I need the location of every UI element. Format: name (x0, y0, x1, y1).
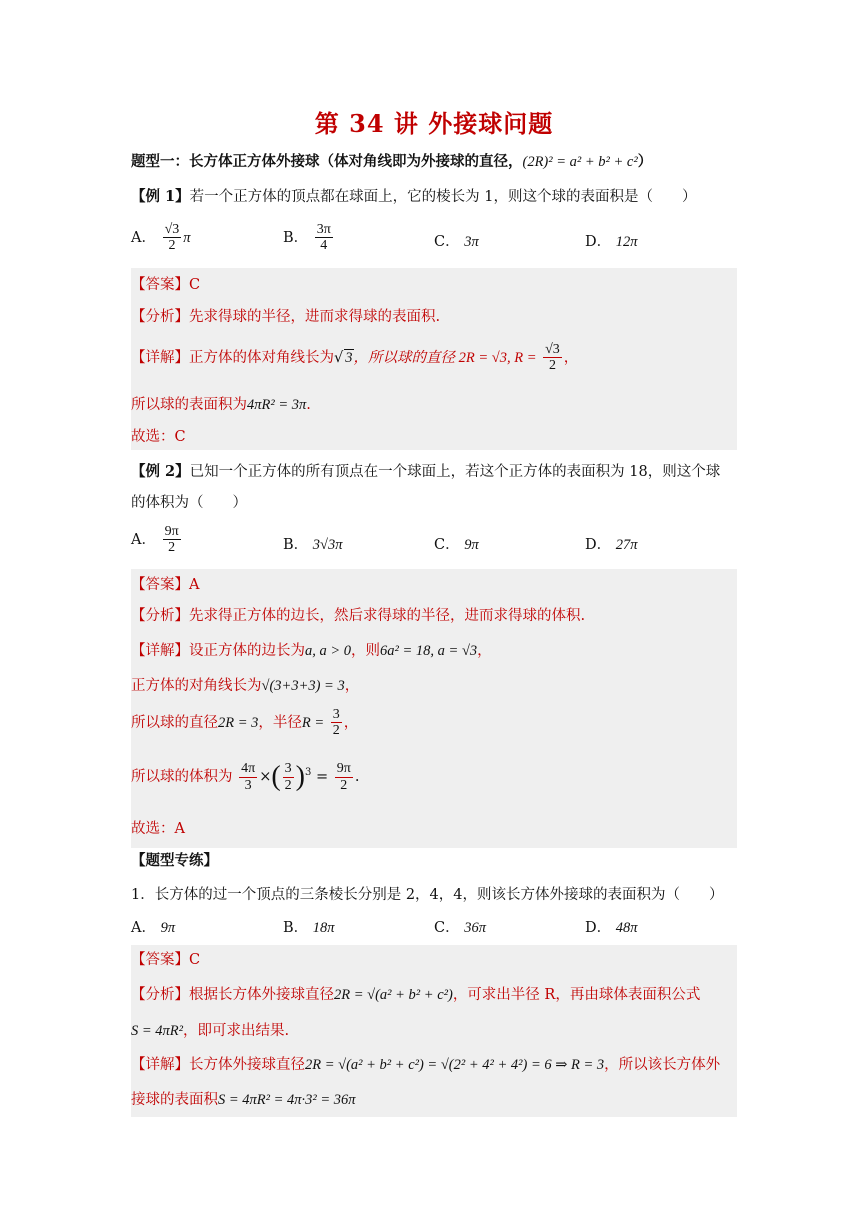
detail-math: S = 4πR² = 4π·3² = 36π (218, 1092, 356, 1108)
option-label: C． (434, 537, 460, 553)
fraction-numerator: 3π (316, 222, 331, 237)
practice-option-c (434, 916, 486, 937)
option-value: 18π (312, 920, 335, 936)
option-value: 48π (615, 920, 638, 936)
detail-sqrt: 3 (345, 349, 353, 366)
detail-text: 【详解】设正方体的边长为 (131, 643, 305, 659)
example2-question-line2: 的体积为（ ） (131, 495, 247, 511)
detail-fraction (331, 707, 342, 739)
example2-label: 【例 2】 (131, 463, 190, 480)
example1-question (131, 185, 696, 206)
option-label: C． (434, 920, 460, 936)
fraction-numerator: √3 (164, 222, 180, 237)
detail-math: 2R = 3 (218, 714, 259, 731)
type1-heading-suffix: ） (637, 153, 653, 170)
detail-text: 接球的表面积 (131, 1092, 218, 1108)
detail-fraction (335, 761, 353, 793)
option-value: 9π (160, 920, 176, 936)
detail-text: 正方体的对角线长为 (131, 678, 262, 694)
detail-fraction (239, 761, 257, 793)
example2-question-text: 已知一个正方体的所有顶点在一个球面上，若这个正方体的表面积为 18，则这个球 (189, 464, 721, 480)
analysis-math: S = 4πR² (131, 1023, 184, 1039)
option-value: 12π (615, 234, 638, 250)
example2-detail-line3 (131, 707, 358, 739)
practice-option-b (283, 916, 335, 937)
fraction-denominator: 2 (168, 238, 176, 254)
analysis-text: ，即可求出结果. (183, 1023, 290, 1039)
detail-text: 所以球的直径 (131, 714, 218, 731)
option-value: 3√3π (312, 537, 343, 553)
practice-option-a (131, 916, 175, 937)
fraction-numerator: 4π (241, 761, 256, 777)
volume-formula: $\frac{4\pi}{3}$ ×( $\frac{3}{2}$ )$^3$ = $\frac{9\pi}{2}$ . (241, 761, 360, 793)
option-label: B． (283, 229, 309, 246)
detail-end: . (354, 769, 360, 785)
example2-option-a (131, 524, 183, 556)
type1-heading-formula: (2R)² = a² + b² + c² (522, 154, 638, 170)
times-sign: × (259, 769, 272, 785)
example1-option-a (131, 222, 191, 254)
option-value: 9π (464, 537, 479, 553)
option-label: D． (585, 920, 612, 936)
option-label: B． (283, 920, 309, 936)
example1-option-b (283, 222, 335, 254)
analysis-text: ，可求出半径 R，再由球体表面积公式 (452, 987, 701, 1003)
detail-fraction (543, 342, 562, 374)
example1-choice: 故选：C (131, 429, 186, 445)
practice-detail-line2 (131, 1088, 356, 1109)
detail-math: 4πR² = 3π (247, 397, 307, 413)
fraction-numerator: √3 (545, 342, 560, 357)
practice-analysis (131, 983, 700, 1004)
exponent: 3 (305, 767, 312, 779)
detail-math: a, a > 0 (305, 643, 352, 659)
detail-math: 2R = √(a² + b² + c²) = √(2² + 4² + 4²) = 6 ⇒ R = 3 (305, 1057, 605, 1073)
example1-question-text: 若一个正方体的顶点都在球面上，它的棱长为 1，则这个球的表面积是（ ） (189, 189, 697, 205)
detail-math: √(3+3+3) = 3 (261, 678, 345, 694)
practice-detail (131, 1053, 720, 1074)
type1-heading-text: 题型一：长方体正方体外接球（体对角线即为外接球的直径， (131, 153, 523, 170)
analysis-math: 2R = √(a² + b² + c²) (334, 987, 453, 1003)
option-label: D． (585, 537, 612, 553)
example2-option-b (283, 533, 343, 554)
detail-end: ， (344, 678, 360, 694)
analysis-text: 【分析】根据长方体外接球直径 (131, 987, 334, 1003)
option-label: A． (131, 920, 156, 936)
example1-detail-line2 (131, 393, 311, 414)
detail-text: 所以球的表面积为 (131, 397, 247, 413)
option-label: C． (434, 234, 460, 250)
fraction-denominator: 2 (168, 540, 176, 556)
example1-analysis: 【分析】先求得球的半径，进而求得球的表面积. (131, 309, 441, 325)
practice-option-d (585, 916, 638, 937)
fraction-denominator: 2 (548, 358, 556, 374)
option-label: D． (585, 234, 612, 250)
option-tail: π (183, 229, 191, 246)
fraction-numerator: 9π (336, 761, 351, 777)
option-label: A． (131, 531, 156, 548)
option-value: 36π (464, 920, 486, 936)
detail-end: ， (563, 349, 579, 366)
practice-answer: 【答案】C (131, 952, 201, 968)
detail-text: ，半径 (258, 714, 302, 731)
fraction-denominator: 3 (244, 777, 252, 793)
example1-option-c (434, 230, 479, 251)
example2-choice: 故选：A (131, 821, 185, 837)
example2-answer: 【答案】A (131, 577, 200, 593)
option-label: A． (131, 229, 156, 246)
example2-question (131, 460, 720, 481)
example1-option-d (585, 230, 638, 251)
detail-math: R = (301, 714, 325, 731)
example1-answer: 【答案】C (131, 277, 201, 293)
fraction-denominator: 2 (284, 777, 292, 793)
detail-text: 所以球的体积为 (131, 769, 233, 785)
example2-detail-line2 (131, 674, 359, 695)
option-fraction (315, 222, 333, 254)
equals-sign: = (315, 769, 329, 785)
option-fraction (163, 222, 182, 254)
detail-end: ， (477, 643, 492, 659)
example2-option-d (585, 533, 638, 554)
example2-detail-line4 (131, 761, 359, 793)
detail-text: ，则 (351, 643, 381, 659)
example2-option-c (434, 533, 479, 554)
detail-end: ， (343, 714, 359, 731)
fraction-numerator: 9π (164, 524, 179, 539)
option-label: B． (283, 537, 309, 553)
practice-question-1: 1．长方体的过一个顶点的三条棱长分别是 2，4，4，则该长方体外接球的表面积为（ ） (131, 887, 724, 903)
fraction-numerator: 3 (284, 761, 292, 777)
practice-heading: 【题型专练】 (131, 852, 218, 869)
practice-analysis-line2 (131, 1019, 289, 1040)
detail-text: 【详解】正方体的体对角线长为 (131, 349, 334, 366)
detail-math: 6a² = 18, a = √3 (380, 643, 478, 659)
example2-analysis: 【分析】先求得正方体的边长，然后求得球的半径，进而求得球的体积. (131, 608, 586, 624)
option-value: 3π (464, 234, 479, 250)
type1-heading (131, 150, 652, 171)
example2-detail (131, 639, 492, 660)
detail-end: . (306, 397, 311, 413)
detail-text: 【详解】长方体外接球直径 (131, 1057, 305, 1073)
fraction-numerator: 3 (332, 707, 340, 722)
option-value: 27π (615, 537, 638, 553)
fraction-denominator: 2 (332, 723, 340, 739)
fraction-denominator: 2 (340, 777, 348, 793)
detail-fraction (283, 761, 294, 793)
fraction-denominator: 4 (320, 238, 328, 254)
page-title: 第 34 讲 外接球问题 (314, 109, 554, 138)
detail-math: ，所以球的直径 2R = √3, R = (353, 349, 537, 366)
detail-text: ，所以该长方体外 (604, 1057, 721, 1073)
example1-label: 【例 1】 (131, 188, 190, 205)
example1-detail: 【详解】正方体的体对角线长为√ 3，所以球的直径 2R = √3, R = $\frac{√3}{2}$ ， (131, 342, 579, 374)
option-fraction (163, 524, 181, 556)
